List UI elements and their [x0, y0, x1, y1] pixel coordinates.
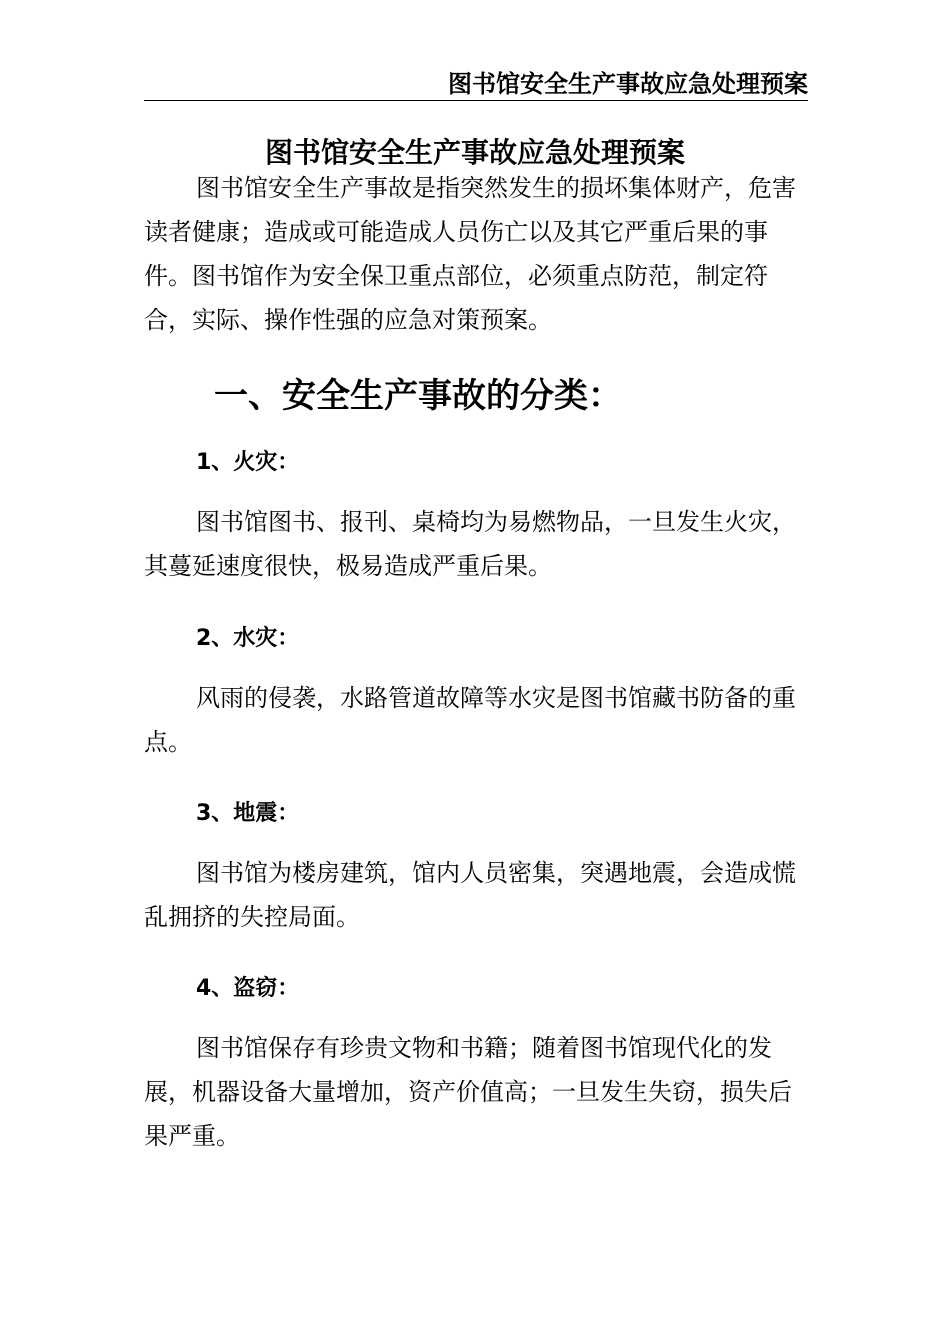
subheading-fire: 1、火灾：	[196, 450, 300, 475]
subheading-earthquake: 3、地震：	[196, 801, 300, 826]
section-heading-classification: 一、安全生产事故的分类：	[214, 376, 622, 416]
subheading-theft: 4、盗窃：	[196, 976, 300, 1001]
paragraph-flood: 风雨的侵袭，水路管道故障等水灾是图书馆藏书防备的重点。	[144, 684, 796, 756]
paragraph-fire: 图书馆图书、报刊、桌椅均为易燃物品，一旦发生火灾，其蔓延速度很快，极易造成严重后果。	[144, 508, 796, 580]
paragraph-earthquake: 图书馆为楼房建筑，馆内人员密集，突遇地震，会造成慌乱拥挤的失控局面。	[144, 859, 796, 931]
intro-paragraph: 图书馆安全生产事故是指突然发生的损坏集体财产，危害读者健康；造成或可能造成人员伤亡以及其它严重后果的事件。图书馆作为安全保卫重点部位，必须重点防范，制定符合，实际、操作性强的应急对策预案。	[144, 174, 796, 334]
document-title: 图书馆安全生产事故应急处理预案	[264, 136, 685, 169]
subheading-flood: 2、水灾：	[196, 626, 300, 651]
paragraph-theft: 图书馆保存有珍贵文物和书籍；随着图书馆现代化的发展，机器设备大量增加，资产价值高；一旦发生失窃，损失后果严重。	[144, 1034, 792, 1150]
page-header	[144, 64, 808, 101]
running-header-title: 图书馆安全生产事故应急处理预案	[448, 70, 808, 98]
